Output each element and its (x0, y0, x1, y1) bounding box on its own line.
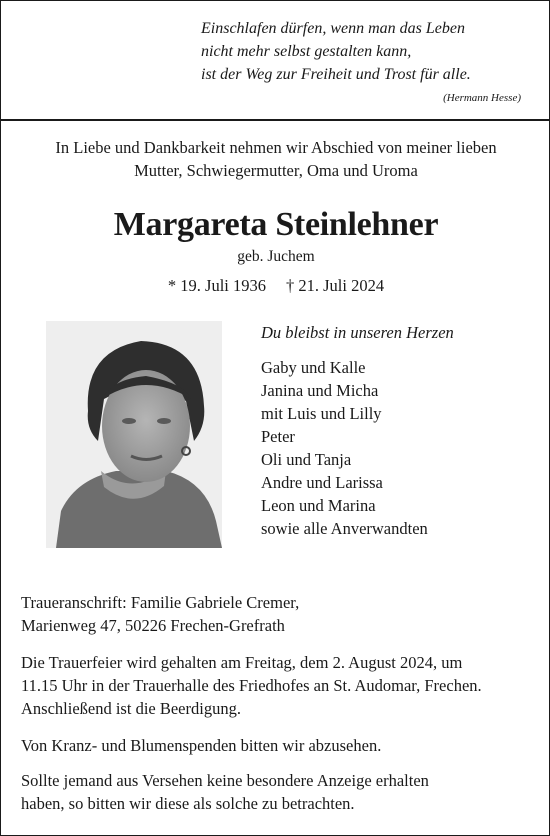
mourning-address (21, 591, 299, 637)
portrait-photo (46, 321, 222, 548)
family-list (261, 321, 454, 540)
quote-line: Einschlafen dürfen, wenn man das Leben (201, 20, 465, 37)
intro-line: Mutter, Schwiegermutter, Oma und Uroma (134, 161, 418, 180)
deceased-name: Margareta Steinlehner (113, 206, 439, 243)
ceremony-line: 11.15 Uhr in der Trauerhalle des Friedhofes an St. Audomar, Frechen. (21, 676, 482, 695)
notice-line: haben, so bitten wir diese als solche zu betrachten. (21, 794, 355, 813)
notice-text (21, 769, 531, 815)
notice-line: Sollte jemand aus Versehen keine besondere Anzeige erhalten (21, 771, 429, 790)
birth-date: * 19. Juli 1936 (167, 276, 266, 295)
address-line: Traueranschrift: Familie Gabriele Cremer, (21, 593, 300, 612)
family-member: Leon und Marina (261, 496, 376, 515)
intro-text (1, 136, 550, 182)
quote-line: ist der Weg zur Freiheit und Trost für alle. (201, 66, 471, 83)
family-member: Peter (261, 427, 295, 446)
family-member: Andre und Larissa (261, 473, 383, 492)
ceremony-line: Die Trauerfeier wird gehalten am Freitag, dem 2. August 2024, um (21, 653, 463, 672)
family-motto: Du bleibst in unseren Herzen (261, 323, 454, 342)
flowers-request (21, 734, 531, 757)
life-dates (1, 275, 550, 297)
family-member: Gaby und Kalle (261, 358, 366, 377)
divider (1, 119, 549, 121)
intro-line: In Liebe und Dankbarkeit nehmen wir Abschied von meiner lieben (55, 138, 497, 157)
address-line: Marienweg 47, 50226 Frechen-Grefrath (21, 616, 285, 635)
ceremony-line: Anschließend ist die Beerdigung. (21, 699, 241, 718)
ceremony-info (21, 651, 531, 720)
family-member: Janina und Micha (261, 381, 379, 400)
quote-line: nicht mehr selbst gestalten kann, (201, 43, 412, 60)
family-member: Oli und Tanja (261, 450, 352, 469)
flowers-line: Von Kranz- und Blumenspenden bitten wir abzusehen. (21, 736, 382, 755)
birth-name: geb. Juchem (237, 248, 315, 265)
family-member: sowie alle Anverwandten (261, 519, 428, 538)
hesse-quote (201, 17, 531, 86)
family-member: mit Luis und Lilly (261, 404, 382, 423)
death-date: † 21. Juli 2024 (286, 276, 385, 295)
quote-author: (Hermann Hesse) (443, 92, 521, 104)
